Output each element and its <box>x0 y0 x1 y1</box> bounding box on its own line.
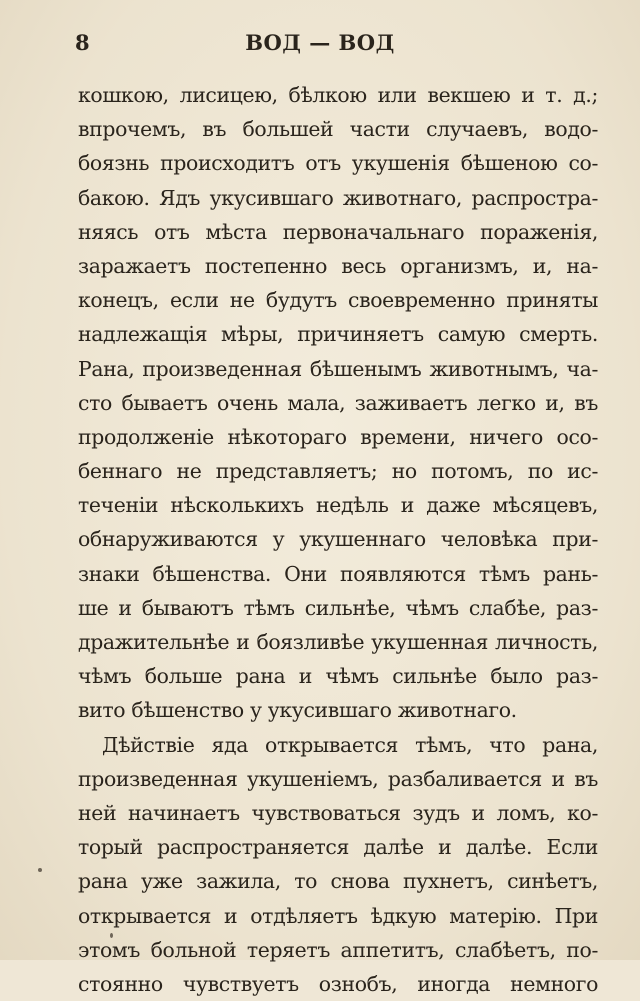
text-line: беннаго не представляетъ; но потомъ, по ис- <box>78 459 598 484</box>
text-line: бакою. Ядъ укусившаго животнаго, распростра- <box>78 185 598 210</box>
text-line: продолженіе нѣкотораго времени, ничего осо- <box>78 424 598 449</box>
text-line: боязнь происходитъ отъ укушенія бѣшеною со- <box>78 151 598 176</box>
text-line: рана уже зажила, то снова пухнетъ, синѣетъ, <box>78 869 598 894</box>
text-line: ше и бываютъ тѣмъ сильнѣе, чѣмъ слабѣе, раз- <box>78 595 598 620</box>
running-head: ВОД — ВОД <box>245 30 395 55</box>
ink-speck <box>110 933 113 938</box>
paragraph-end-line: вито бѣшенство у укусившаго животнаго. <box>78 698 517 723</box>
page-number: 8 <box>75 30 90 55</box>
text-line: произведенная укушеніемъ, разбаливается и въ <box>78 766 598 791</box>
text-line: кошкою, лисицею, бѣлкою или векшею и т. д.; <box>78 83 598 107</box>
ink-speck <box>38 868 42 872</box>
text-line: Рана, произведенная бѣшенымъ животнымъ, ча- <box>78 356 598 381</box>
text-line: впрочемъ, въ большей части случаевъ, водо- <box>78 117 598 142</box>
text-line: торый распространяется далѣе и далѣе. Если <box>78 835 598 860</box>
text-line: обнаруживаются у укушеннаго человѣка при- <box>78 527 598 552</box>
page-header <box>0 30 640 60</box>
text-line: открывается и отдѣляетъ ѣдкую матерію. При <box>78 903 598 928</box>
text-line: этомъ больной теряетъ аппетитъ, слабѣетъ, по- <box>78 937 598 962</box>
text-line: чѣмъ больше рана и чѣмъ сильнѣе было раз- <box>78 664 598 689</box>
text-line: надлежащія мѣры, причиняетъ самую смерть. <box>78 322 598 347</box>
text-line: знаки бѣшенства. Они появляются тѣмъ рань- <box>78 561 598 586</box>
text-line: дражительнѣе и боязливѣе укушенная личность, <box>78 630 598 654</box>
text-line: сто бываетъ очень мала, заживаетъ легко и, въ <box>78 390 598 415</box>
text-line: заражаетъ постепенно весь организмъ, и, на- <box>78 253 598 278</box>
text-line: теченіи нѣсколькихъ недѣль и даже мѣсяцевъ, <box>78 493 598 518</box>
text-line: ней начинаетъ чувствоваться зудъ и ломъ, ко- <box>78 800 598 825</box>
text-line: няясь отъ мѣста первоначальнаго пораженія, <box>78 219 598 244</box>
text-line: стоянно чувствуетъ ознобъ, иногда немного <box>78 971 598 996</box>
body-text <box>78 78 598 1001</box>
paragraph-start-line: Дѣйствіе яда открывается тѣмъ, что рана, <box>102 732 598 757</box>
text-line: конецъ, если не будутъ своевременно приняты <box>78 288 598 313</box>
